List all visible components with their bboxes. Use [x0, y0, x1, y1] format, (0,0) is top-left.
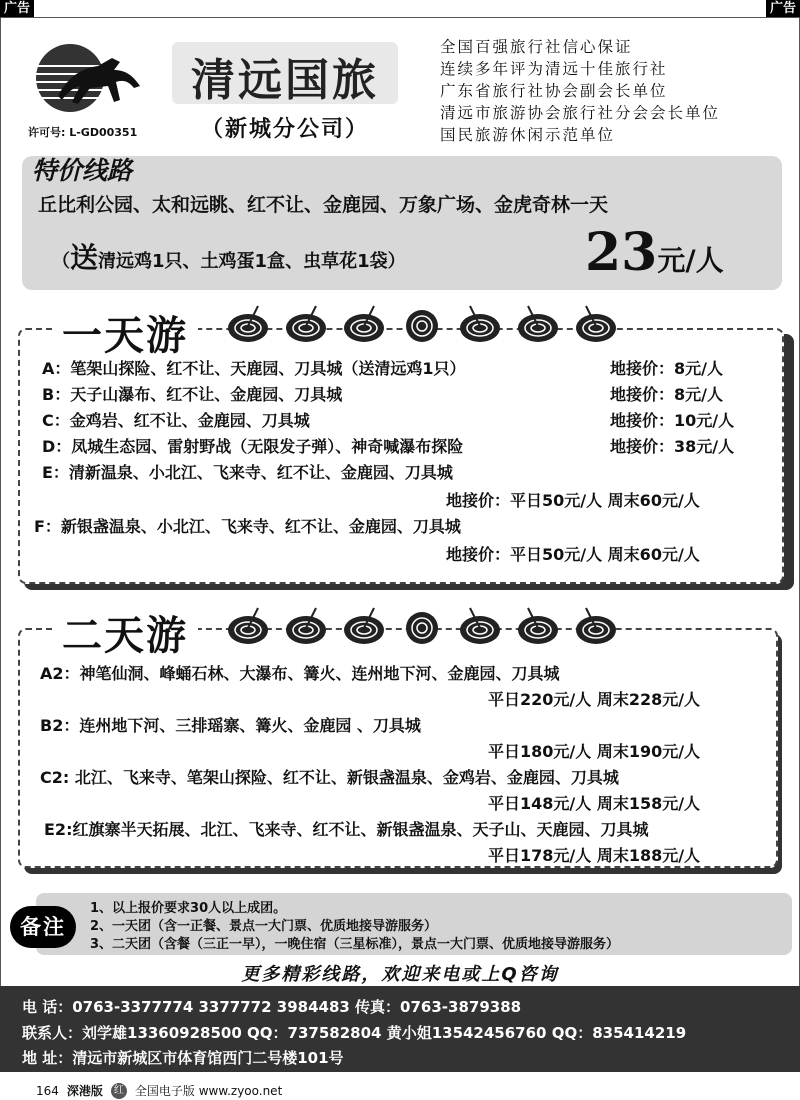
one-day-title: 一天游: [52, 304, 198, 361]
page-footer: [36, 1082, 282, 1099]
edition-label: 深港版: [66, 1084, 103, 1098]
note-item: 1、以上报价要求30人以上成团。: [90, 901, 287, 916]
gift-open-paren: （: [52, 251, 70, 272]
two-day-price-a2: 平日220元/人 周末228元/人: [488, 690, 701, 709]
note-item: 3、二天团（含餐（三正一早），一晚住宿（三星标准），景点一大门票、优质地接导游服务）: [90, 937, 620, 952]
two-day-price-c2: 平日148元/人 周末158元/人: [488, 794, 701, 813]
spinning-top-icon: [342, 606, 386, 646]
ad-label-left: 广告: [0, 0, 34, 18]
two-day-route-b2: B2：连州地下河、三排瑶寨、篝火、金鹿园 、刀具城: [40, 716, 421, 735]
one-day-route-f: F：新银盏温泉、小北江、飞来寺、红不让、金鹿园、刀具城: [34, 517, 461, 536]
more-routes-slogan: 更多精彩线路，欢迎来电或上Q咨询: [241, 964, 559, 985]
credential-item: 广东省旅行社协会副会长单位: [440, 82, 668, 100]
license-number: 许可号: L-GD00351: [28, 126, 138, 139]
disc-icon: [400, 304, 444, 344]
spinning-top-icon: [574, 606, 618, 646]
brand-name: 清远国旅: [191, 55, 379, 106]
credential-item: 连续多年评为清远十佳旅行社: [440, 60, 668, 78]
gift-items: 清远鸡1只、土鸡蛋1盒、虫草花1袋）: [98, 251, 406, 272]
spinning-top-icon: [284, 304, 328, 344]
price-amount: 23: [585, 222, 658, 283]
one-day-decoration: [226, 304, 618, 344]
page-number: 164: [36, 1083, 59, 1098]
special-offer-route: 丘比利公园、太和远眺、红不让、金鹿园、万象广场、金虎奇林一天: [38, 194, 609, 216]
spinning-top-icon: [516, 304, 560, 344]
two-day-title: 二天游: [52, 604, 198, 661]
one-day-price-d: 地接价：38元/人: [610, 437, 735, 456]
two-day-price-b2: 平日180元/人 周末190元/人: [488, 742, 701, 761]
one-day-route-c: C：金鸡岩、红不让、金鹿园、刀具城: [42, 411, 310, 430]
disc-icon: [400, 606, 444, 646]
contact-address: 地 址：清远市新城区市体育馆西门二号楼101号: [22, 1049, 344, 1067]
two-day-decoration: [226, 606, 618, 646]
two-day-route-c2: C2: 北江、飞来寺、笔架山探险、红不让、新银盏温泉、金鸡岩、金鹿园、刀具城: [40, 768, 619, 787]
one-day-price-b: 地接价：8元/人: [610, 385, 723, 404]
contact-phone: 电 话：0763-3377774 3377772 3984483 传真：0763-3879388: [22, 998, 522, 1016]
horse-logo-icon: [28, 36, 148, 126]
spinning-top-icon: [458, 304, 502, 344]
spinning-top-icon: [516, 606, 560, 646]
one-day-route-b: B：天子山瀑布、红不让、金鹿园、刀具城: [42, 385, 343, 404]
spinning-top-icon: [342, 304, 386, 344]
two-day-route-a2: A2：神笔仙洞、峰蛹石林、大瀑布、篝火、连州地下河、金鹿园、刀具城: [40, 664, 560, 683]
spinning-top-icon: [284, 606, 328, 646]
site-label: 全国电子版 www.zyoo.net: [134, 1084, 283, 1098]
spinning-top-icon: [458, 606, 502, 646]
notes-badge: 备注: [10, 906, 76, 948]
gift-send-label: 送: [70, 241, 99, 274]
credentials-list: [440, 36, 782, 146]
one-day-price-a: 地接价：8元/人: [610, 359, 723, 378]
contact-bar: [0, 986, 800, 1072]
brand-subtitle: （新城分公司）: [200, 117, 369, 142]
price-unit: 元/人: [657, 244, 724, 277]
two-day-price-e2: 平日178元/人 周末188元/人: [488, 846, 701, 865]
one-day-price-e: 地接价：平日50元/人 周末60元/人: [446, 491, 700, 510]
one-day-route-a: A：笔架山探险、红不让、天鹿园、刀具城（送清远鸡1只）: [42, 359, 466, 378]
special-offer-title: 特价线路: [32, 156, 133, 185]
two-day-route-e2: E2:红旗寨半天拓展、北江、飞来寺、红不让、新银盏温泉、天子山、天鹿园、刀具城: [44, 820, 649, 839]
contact-person: 联系人：刘学雄13360928500 QQ：737582804 黄小姐13542456760 QQ：835414219: [22, 1024, 687, 1042]
one-day-price-c: 地接价：10元/人: [610, 411, 735, 430]
ad-label-right: 广告: [766, 0, 800, 18]
note-item: 2、一天团（含一正餐、景点一大门票、优质地接导游服务）: [90, 919, 438, 934]
spinning-top-icon: [574, 304, 618, 344]
one-day-price-f: 地接价：平日50元/人 周末60元/人: [446, 545, 700, 564]
credential-item: 全国百强旅行社信心保证: [440, 38, 633, 56]
spinning-top-icon: [226, 304, 270, 344]
edition-seal-icon: 红: [111, 1083, 127, 1099]
credential-item: 国民旅游休闲示范单位: [440, 126, 616, 144]
one-day-route-d: D：凤城生态园、雷射野战（无限发子弹）、神奇喊瀑布探险: [42, 437, 464, 456]
special-offer-price: [585, 222, 724, 283]
one-day-route-e: E：清新温泉、小北江、飞来寺、红不让、金鹿园、刀具城: [42, 463, 453, 482]
credential-item: 清远市旅游协会旅行社分会会长单位: [440, 104, 721, 122]
spinning-top-icon: [226, 606, 270, 646]
special-offer-gift: [52, 236, 406, 276]
